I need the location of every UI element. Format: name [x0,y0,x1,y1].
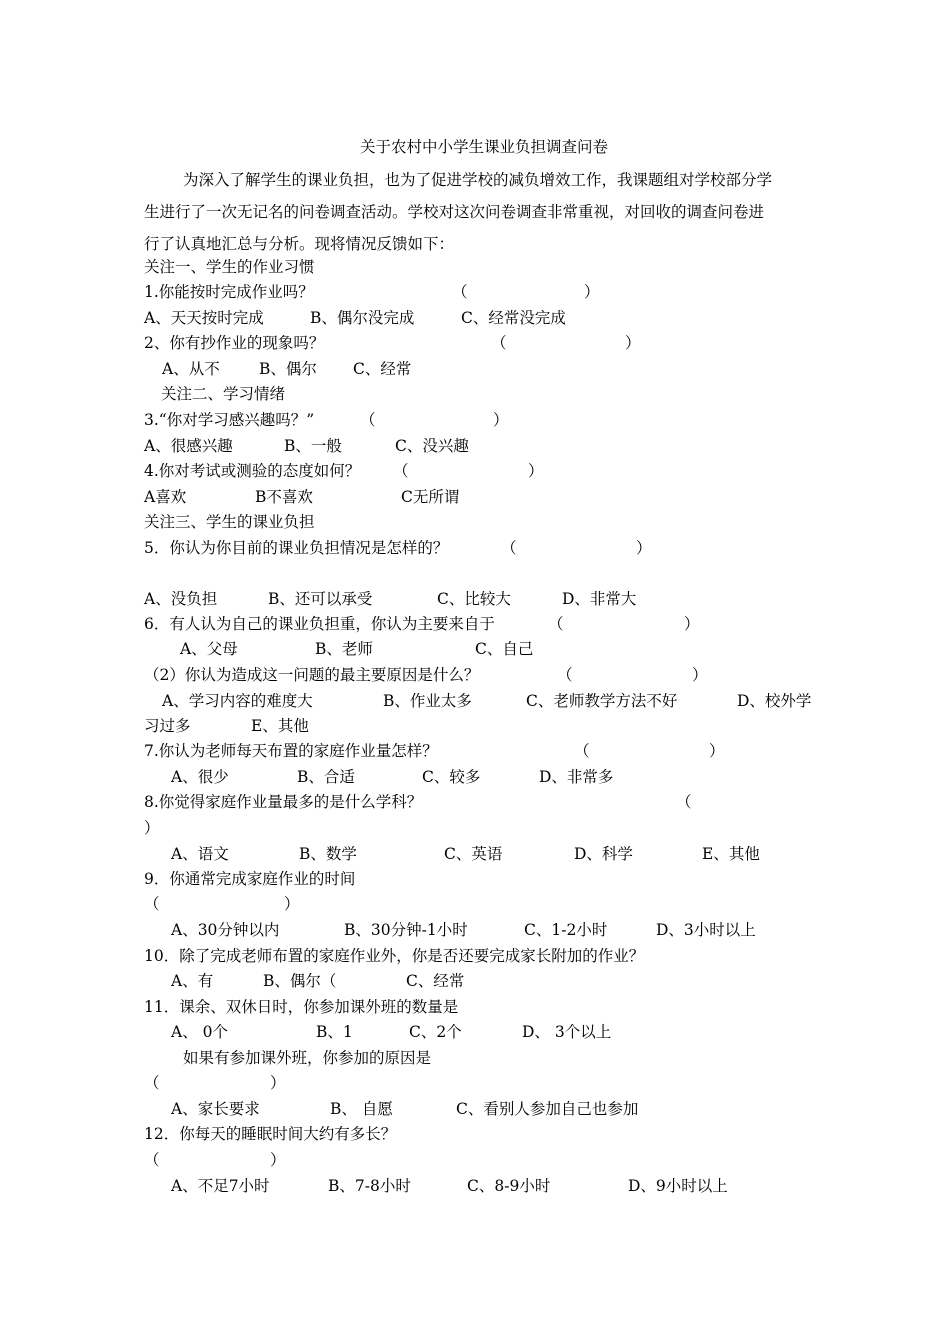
option-c: C无所谓 [401,488,460,506]
answer-blank-close: ） [709,742,725,760]
question-6 [144,614,700,634]
option-a: A、从不 [162,360,220,378]
option-b: B不喜欢 [255,488,313,506]
option-a: A、学习内容的难度大 [162,692,313,710]
option-e: E、其他 [702,845,760,863]
section-heading-3: 关注三、学生的课业负担 [144,513,315,531]
answer-blank-close: ） [684,615,700,633]
option-c: C、经常 [353,360,412,378]
answer-blank-open: （ [676,793,692,811]
answer-blank-close: ） [625,334,641,352]
option-c: C、自己 [475,640,534,658]
answer-blank-close-8: ） [144,819,160,837]
option-a: A、 0个 [171,1023,228,1041]
option-b: B、 自愿 [330,1100,393,1118]
option-a: A、有 [171,972,214,990]
question-text: 8.你觉得家庭作业量最多的是什么学科？ [144,793,423,811]
question-9: 9．你通常完成家庭作业的时间 [144,870,356,888]
option-c: C、2个 [409,1023,462,1041]
question-text: （2）你认为造成这一问题的最主要原因是什么？ [144,666,480,684]
option-a: A、很少 [171,768,229,786]
question-text: 3.“你对学习感兴趣吗？” [144,411,315,429]
option-c: C、经常没完成 [461,309,566,327]
option-b: B、老师 [315,640,373,658]
intro-line-3: 行了认真地汇总与分析。现将情况反馈如下： [144,235,455,253]
question-text: 2、你有抄作业的现象吗？ [144,334,325,352]
option-a: A、家长要求 [171,1100,260,1118]
option-b: B、偶尔（ [263,972,337,990]
question-12: 12．你每天的睡眠时间大约有多长？ [144,1125,397,1143]
option-d-continued: 习过多 [144,717,191,735]
question-6-part-2 [144,665,708,685]
answer-blank-open: （ [548,615,564,633]
option-d: D、科学 [574,845,633,863]
option-a: A、语文 [171,845,229,863]
question-text: 5．你认为你目前的课业负担情况是怎样的？ [144,539,449,557]
option-d: D、9小时以上 [628,1177,728,1195]
option-b: B、一般 [284,437,342,455]
answer-blank-open: （ [144,895,160,913]
question-8 [144,792,692,812]
option-b: B、1 [316,1023,353,1041]
option-b: B、作业太多 [383,692,472,710]
option-c: C、1-2小时 [524,921,608,939]
question-4 [144,461,544,481]
section-heading-1: 关注一、学生的作业习惯 [144,258,315,276]
section-heading-2: 关注二、学习情绪 [161,385,286,403]
option-b: B、数学 [299,845,357,863]
question-2 [144,333,641,353]
option-c: C、老师教学方法不好 [526,692,678,710]
answer-blank-close: ） [584,283,600,301]
question-7 [144,741,725,761]
option-b: B、7-8小时 [328,1177,411,1195]
option-d: D、 3个以上 [522,1023,612,1041]
answer-blank-open: （ [393,462,409,480]
option-b: B、还可以承受 [268,590,373,608]
option-c: C、看别人参加自己也参加 [456,1100,639,1118]
answer-blank-open: （ [574,742,590,760]
answer-blank-close: ） [270,1074,286,1092]
answer-blank-open: （ [360,411,376,429]
question-5 [144,538,652,558]
option-d: D、校外学 [737,692,812,710]
option-d: D、3小时以上 [656,921,756,939]
question-1 [144,282,600,302]
option-a: A、没负担 [144,590,218,608]
option-b: B、偶尔没完成 [310,309,415,327]
question-text: 4.你对考试或测验的态度如何？ [144,462,361,480]
answer-blank-close: ） [528,462,544,480]
option-a: A、父母 [180,640,238,658]
answer-blank-close: ） [284,895,300,913]
answer-blank-open: （ [501,539,517,557]
question-3 [144,410,509,430]
option-d: D、非常大 [562,590,637,608]
option-a: A、天天按时完成 [144,309,264,327]
question-10: 10．除了完成老师布置的家庭作业外，你是否还要完成家长附加的作业？ [144,947,645,965]
answer-blank-close: ） [636,539,652,557]
page-title: 关于农村中小学生课业负担调查问卷 [360,138,609,156]
intro-line-1: 为深入了解学生的课业负担，也为了促进学校的减负增效工作，我课题组对学校部分学 [183,171,773,189]
question-11-part-2: 如果有参加课外班，你参加的原因是 [183,1049,432,1067]
intro-line-2: 生进行了一次无记名的问卷调查活动。学校对这次问卷调查非常重视，对回收的调查问卷进 [144,203,765,221]
option-b: B、偶尔 [259,360,317,378]
option-a: A喜欢 [144,488,187,506]
question-11: 11．课余、双休日时，你参加课外班的数量是 [144,998,459,1016]
option-c: C、较多 [422,768,481,786]
option-b: B、30分钟-1小时 [344,921,468,939]
answer-blank-close: ） [493,411,509,429]
option-e: E、其他 [251,717,309,735]
option-c: C、英语 [444,845,503,863]
question-text: 7.你认为老师每天布置的家庭作业量怎样？ [144,742,438,760]
option-b: B、合适 [297,768,355,786]
option-a: A、不足7小时 [171,1177,270,1195]
question-text: 6．有人认为自己的课业负担重，你认为主要来自于 [144,615,495,633]
answer-blank-open: （ [557,666,573,684]
answer-blank-open: （ [144,1151,160,1169]
answer-blank-close: ） [270,1151,286,1169]
option-a: A、很感兴趣 [144,437,233,455]
option-c: C、8-9小时 [467,1177,551,1195]
option-c: C、经常 [406,972,465,990]
question-text: 1.你能按时完成作业吗？ [144,283,314,301]
answer-blank-open: （ [491,334,507,352]
option-c: C、比较大 [437,590,511,608]
option-a: A、30分钟以内 [171,921,280,939]
option-d: D、非常多 [539,768,614,786]
answer-blank-open: （ [452,283,468,301]
answer-blank-open: （ [144,1074,160,1092]
answer-blank-close: ） [692,666,708,684]
option-c: C、没兴趣 [395,437,469,455]
